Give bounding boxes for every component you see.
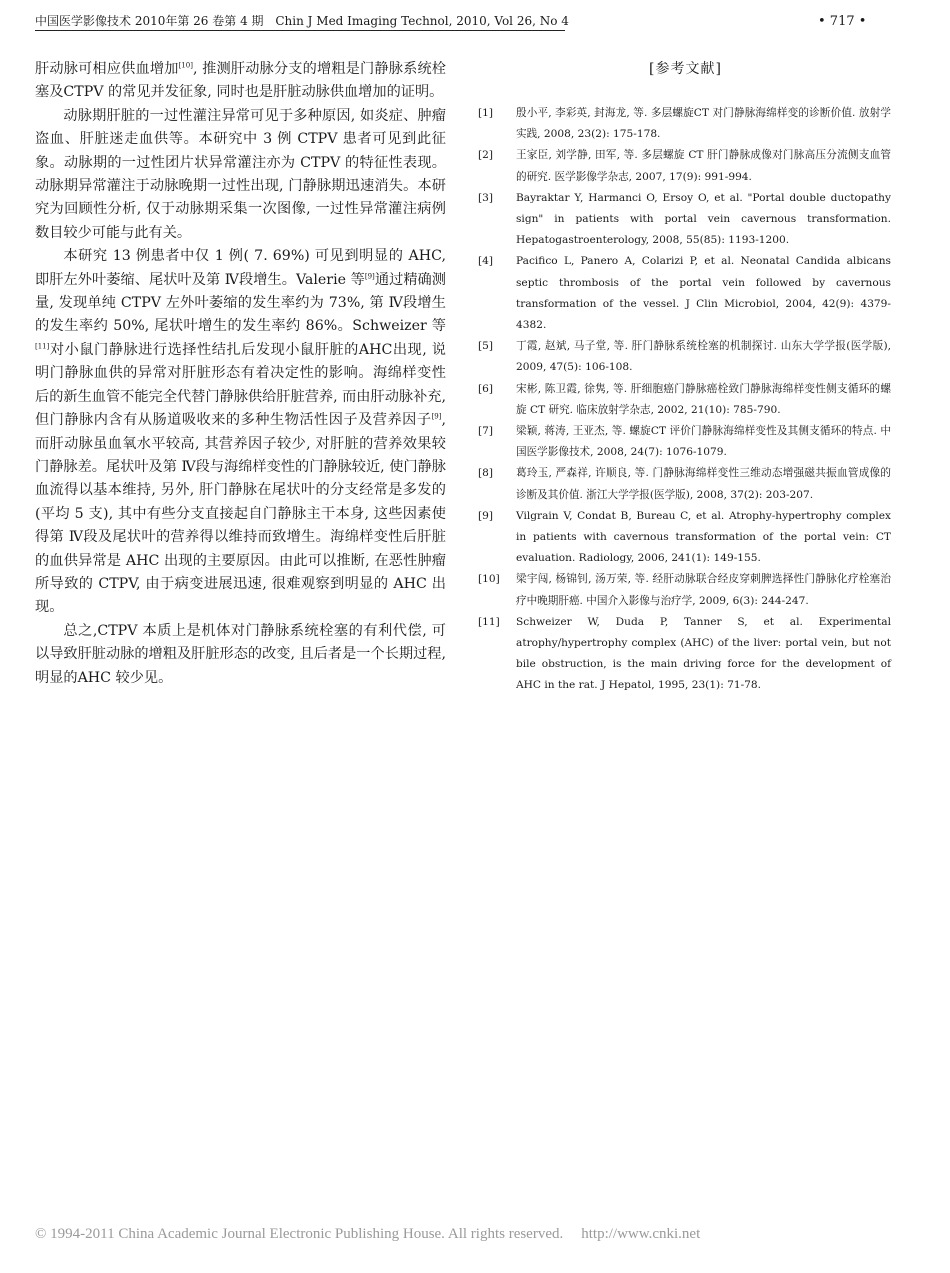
reference-text: Vilgrain V, Condat B, Bureau C, et al. Atrophy-hypertrophy complex in patients with cavernous transformation of the portal vein: CT evaluation. Radiology, 2006, 241(1): 149-155. <box>516 509 891 565</box>
reference-number: [6] <box>478 382 494 395</box>
body-left-column <box>35 58 446 690</box>
running-header <box>35 14 569 31</box>
reference-number: [9] <box>478 509 494 522</box>
copyright-text: © 1994-2011 China Academic Journal Electronic Publishing House. All rights reserved. <box>35 1226 564 1242</box>
reference-number: [8] <box>478 467 494 480</box>
reference-item <box>478 463 891 505</box>
reference-number: [11] <box>478 615 500 628</box>
reference-item <box>478 612 891 697</box>
reference-number: [7] <box>478 425 494 438</box>
reference-text: 宋彬, 陈卫霞, 徐隽, 等. 肝细胞癌门静脉癌栓致门静脉海绵样变性侧支循环的螺旋 CT 研究. 临床放射学杂志, 2002, 21(10): 785-790. <box>516 382 891 416</box>
footer-url: http://www.cnki.net <box>581 1226 701 1242</box>
reference-item <box>478 336 891 378</box>
reference-text: 殷小平, 李彩英, 封海龙, 等. 多层螺旋CT 对门静脉海绵样变的诊断价值. 放射学实践, 2008, 23(2): 175-178. <box>516 107 891 141</box>
reference-item <box>478 421 891 463</box>
citation: [10] <box>178 61 193 70</box>
reference-list <box>478 103 891 697</box>
page-number: • 717 • <box>818 14 867 29</box>
reference-item <box>478 379 891 421</box>
citation: [9] <box>431 412 442 421</box>
citation: [11] <box>35 342 50 351</box>
paragraph-2: 动脉期肝脏的一过性灌注异常可见于多种原因, 如炎症、肿瘤盗血、肝脏迷走血供等。本研究中 3 例 CTPV 患者可见到此征象。动脉期的一过性团片状异常灌注亦为 CTPV 的特征性表现。动脉期异常灌注于动脉晚期一过性出现, 门静脉期迅速消失。本研究为回顾性分析, 仅于动脉期采集一次图像, 一过性异常灌注病例数目较少可能与此有关。 <box>35 107 446 241</box>
reference-number: [3] <box>478 191 494 204</box>
copyright-footer <box>35 1224 835 1244</box>
reference-text: Pacifico L, Panero A, Colarizi P, et al. Neonatal Candida albicans septic thrombosis of the portal vein followed by cavernous transformation of the vessel. J Clin Microbiol, 2004, 42(9): 4379-4382. <box>516 255 891 332</box>
paragraph-4: 总之,CTPV 本质上是机体对门静脉系统栓塞的有利代偿, 可以导致肝脏动脉的增粗及肝脏形态的改变, 且后者是一个长期过程, 明显的AHC 较少见。 <box>35 622 446 686</box>
reference-number: [4] <box>478 255 494 268</box>
reference-item <box>478 569 891 611</box>
reference-item <box>478 506 891 570</box>
reference-number: [5] <box>478 340 494 353</box>
reference-text: 丁霞, 赵斌, 马子堂, 等. 肝门静脉系统栓塞的机制探讨. 山东大学学报(医学版), 2009, 47(5): 106-108. <box>516 340 891 374</box>
reference-text: Schweizer W, Duda P, Tanner S, et al. Experimental atrophy/hypertrophy complex (AHC) of the liver: portal vein, but not bile obstruction, is the main driving force for the development of AHC in the rat. J Hepatol, 1995, 23(1): 71-78. <box>516 615 891 692</box>
paragraph-1: 肝动脉可相应供血增加[10], 推测肝动脉分支的增粗是门静脉系统栓塞及CTPV 的常见并发征象, 同时也是肝脏动脉供血增加的证明。 <box>35 61 446 101</box>
reference-item <box>478 188 891 252</box>
reference-text: Bayraktar Y, Harmanci O, Ersoy O, et al. "Portal double ductopathy sign" in patients with portal vein cavernous transformation. Hepatogastroenterology, 2008, 55(85): 1193-1200. <box>516 191 891 247</box>
journal-name: 中国医学影像技术 2010年第 26 卷第 4 期 <box>35 14 264 28</box>
reference-item <box>478 103 891 145</box>
reference-text: 梁宇闯, 杨锦钊, 汤万荣, 等. 经肝动脉联合经皮穿刺脾选择性门静脉化疗栓塞治疗中晚期肝癌. 中国介入影像与治疗学, 2009, 6(3): 244-247. <box>516 573 891 607</box>
reference-text: 葛玲玉, 严森祥, 许顺良, 等. 门静脉海绵样变性三维动态增强磁共振血管成像的诊断及其价值. 浙江大学学报(医学版), 2008, 37(2): 203-207. <box>516 467 891 501</box>
reference-text: 王家臣, 刘学静, 田军, 等. 多层螺旋 CT 肝门静脉成像对门脉高压分流侧支血管的研究. 医学影像学杂志, 2007, 17(9): 991-994. <box>516 149 891 183</box>
journal-name-en: Chin J Med Imaging Technol, 2010, Vol 26, No 4 <box>275 14 569 28</box>
reference-number: [10] <box>478 573 500 586</box>
citation: [9] <box>364 271 375 280</box>
paragraph-3: 本研究 13 例患者中仅 1 例( 7. 69%) 可见到明显的 AHC, 即肝左外叶萎缩、尾状叶及第 Ⅳ段增生。Valerie 等[9]通过精确测量, 发现单纯 CTPV 左外叶萎缩的发生率约为 73%, 第 Ⅳ段增生的发生率约 50%, 尾状叶增生的发生率约 86%。Schweizer 等[11]对小鼠门静脉进行选择性结扎后发现小鼠肝脏的AHC出现, 说明门静脉血供的异常对肝脏形态有着决定性的影响。海绵样变性后的新生血管不能完全代替门静脉供给肝脏营养, 而由肝动脉补充, 但门静脉内含有从肠道吸收来的多种生物活性因子及营养因子[9], 而肝动脉虽血氧水平较高, 其营养因子较少, 对肝脏的营养效果较门静脉差。尾状叶及第 Ⅳ段与海绵样变性的门静脉较近, 使门静脉血流得以基本维持, 另外, 肝门静脉在尾状叶的分支经常是多发的(平均 5 支), 其中有些分支直接起自门静脉主干本身, 这些因素使得第 Ⅳ段及尾状叶的营养得以维持而致增生。海绵样变性后肝脏的血供异常是 AHC 出现的主要原因。由此可以推断, 在恶性肿瘤所导致的 CTPV, 由于病变进展迅速, 很难观察到明显的 AHC 出现。 <box>35 248 446 616</box>
reference-item <box>478 145 891 187</box>
reference-item <box>478 251 891 336</box>
reference-text: 梁颖, 蒋涛, 王亚杰, 等. 螺旋CT 评价门静脉海绵样变性及其侧支循环的特点. 中国医学影像技术, 2008, 24(7): 1076-1079. <box>516 425 891 459</box>
references-title: [参考文献] <box>649 61 722 77</box>
reference-number: [2] <box>478 149 494 162</box>
reference-number: [1] <box>478 107 494 119</box>
